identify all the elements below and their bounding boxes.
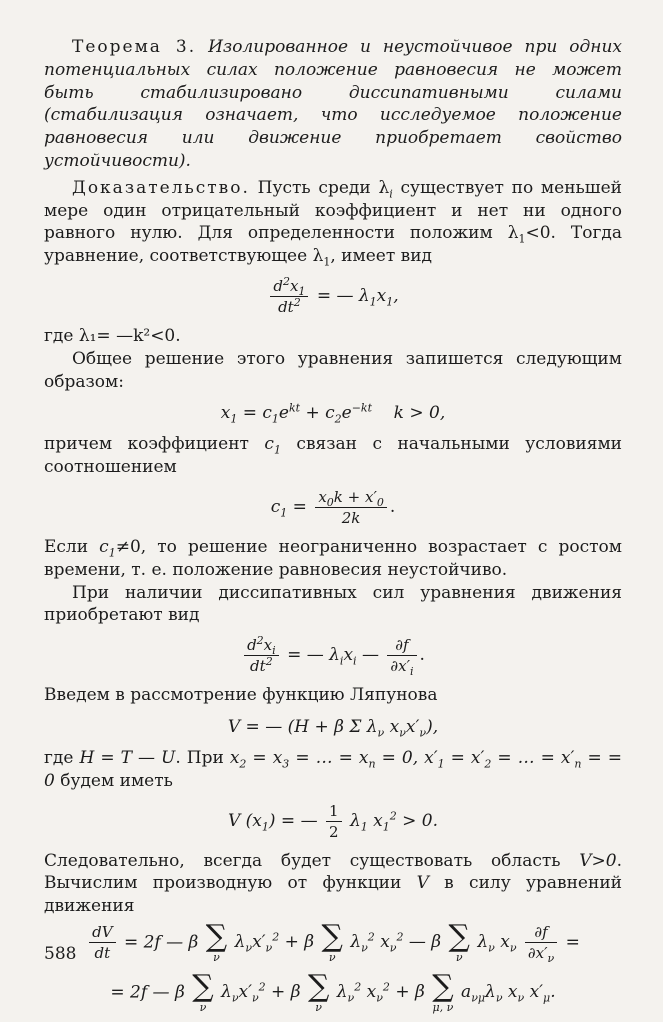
coefficient-text: причем коэффициент $c_1$ связан с начальными условиями соотношением	[44, 434, 622, 478]
equation-3: $c_1$ = $\frac{x_0k + x'_0}{2k}$ .	[270, 487, 396, 527]
where-2: где H = T — U. При $x_2 = x_3$ = … = $x_n = 0$, $x'_1 = x'_2$ = … = $x'_n$ = = 0 будем иметь	[44, 747, 623, 791]
if-text: Если $c_1\ne 0$, то решение неограниченно возрастает с ростом времени, т. е. положение равновесия неустойчиво.	[44, 536, 623, 580]
dissipative-text: При наличии диссипативных сил уравнения движения приобретают вид	[44, 582, 622, 626]
theorem-label: Теорема 3.	[72, 37, 197, 57]
equation-2: $x_1 = c_1e^{kt} + c_2e^{-kt}$ k > 0,	[220, 401, 446, 426]
equation-5: V = — (H + β Σ $\lambda_\nu$ $x_\nu x'_\nu$),	[227, 716, 439, 740]
general-solution-text: Общее решение этого уравнения запишется следующим образом:	[44, 348, 622, 392]
conclusion-text: Следовательно, всегда будет существовать область V>0. Вычислим производную от функции V в силу уравнений движения	[44, 850, 622, 917]
equation-7: $\frac{dV}{dt}$ = 2f — β ∑ ν $\lambda_\nu x'_\nu^2 + \beta$ ∑ ν $\lambda_\nu^2$ $x_\nu^2$ — β ∑ ν $\lambda_\nu$ $x_\nu$ $\frac{\partial f}{\partial x'_\nu}$ =	[44, 922, 622, 964]
proof-paragraph: Доказательство. Пусть среди $\lambda_i$ существует по меньшей мере один отрицательный коэффициент и нет ни одного равного нулю. Для определенности положим $\lambda_1<0$. Тогда уравнение, соответствующее $\lambda_1$, имеет вид	[44, 177, 622, 269]
page-body	[44, 36, 622, 1022]
equation-6: V $(x_1)$ = — $\frac{1}{2}$ $\lambda_1$ $x_1^2 > 0$.	[227, 801, 438, 841]
equation-1: $\frac{d^2x_1}{dt^2}$ = — $\lambda_1x_1$,	[44, 276, 622, 317]
proof-label: Доказательство.	[72, 177, 250, 198]
theorem-paragraph	[44, 36, 622, 173]
page-number: 588	[44, 944, 77, 964]
equation-8: = 2f — β ∑ ν $\lambda_\nu x'_\nu^2 + \beta$ ∑ ν $\lambda_\nu^2$ $x_\nu^2 + \beta$ ∑ μ, ν $a_{\nu\mu}\lambda_\nu$ $x_\nu$ $x'_\mu$.	[110, 968, 556, 1014]
lyapunov-text: Введем в рассмотрение функцию Ляпунова	[44, 685, 438, 706]
equation-4: $\frac{d^2x_i}{dt^2}$ = — $\lambda_ix_i$ — $\frac{\partial f}{\partial x'_i}$ .	[44, 635, 622, 676]
theorem-text: Изолированное и неустойчивое при одних потенциальных силах положение равновесия не может быть стабилизировано диссипативными силами (стабилизация означает, что исследуемое положение равновесия или движение приобретает свойство устойчивости).	[44, 37, 623, 171]
where-1: где λ₁= —k²<0.	[44, 325, 181, 346]
